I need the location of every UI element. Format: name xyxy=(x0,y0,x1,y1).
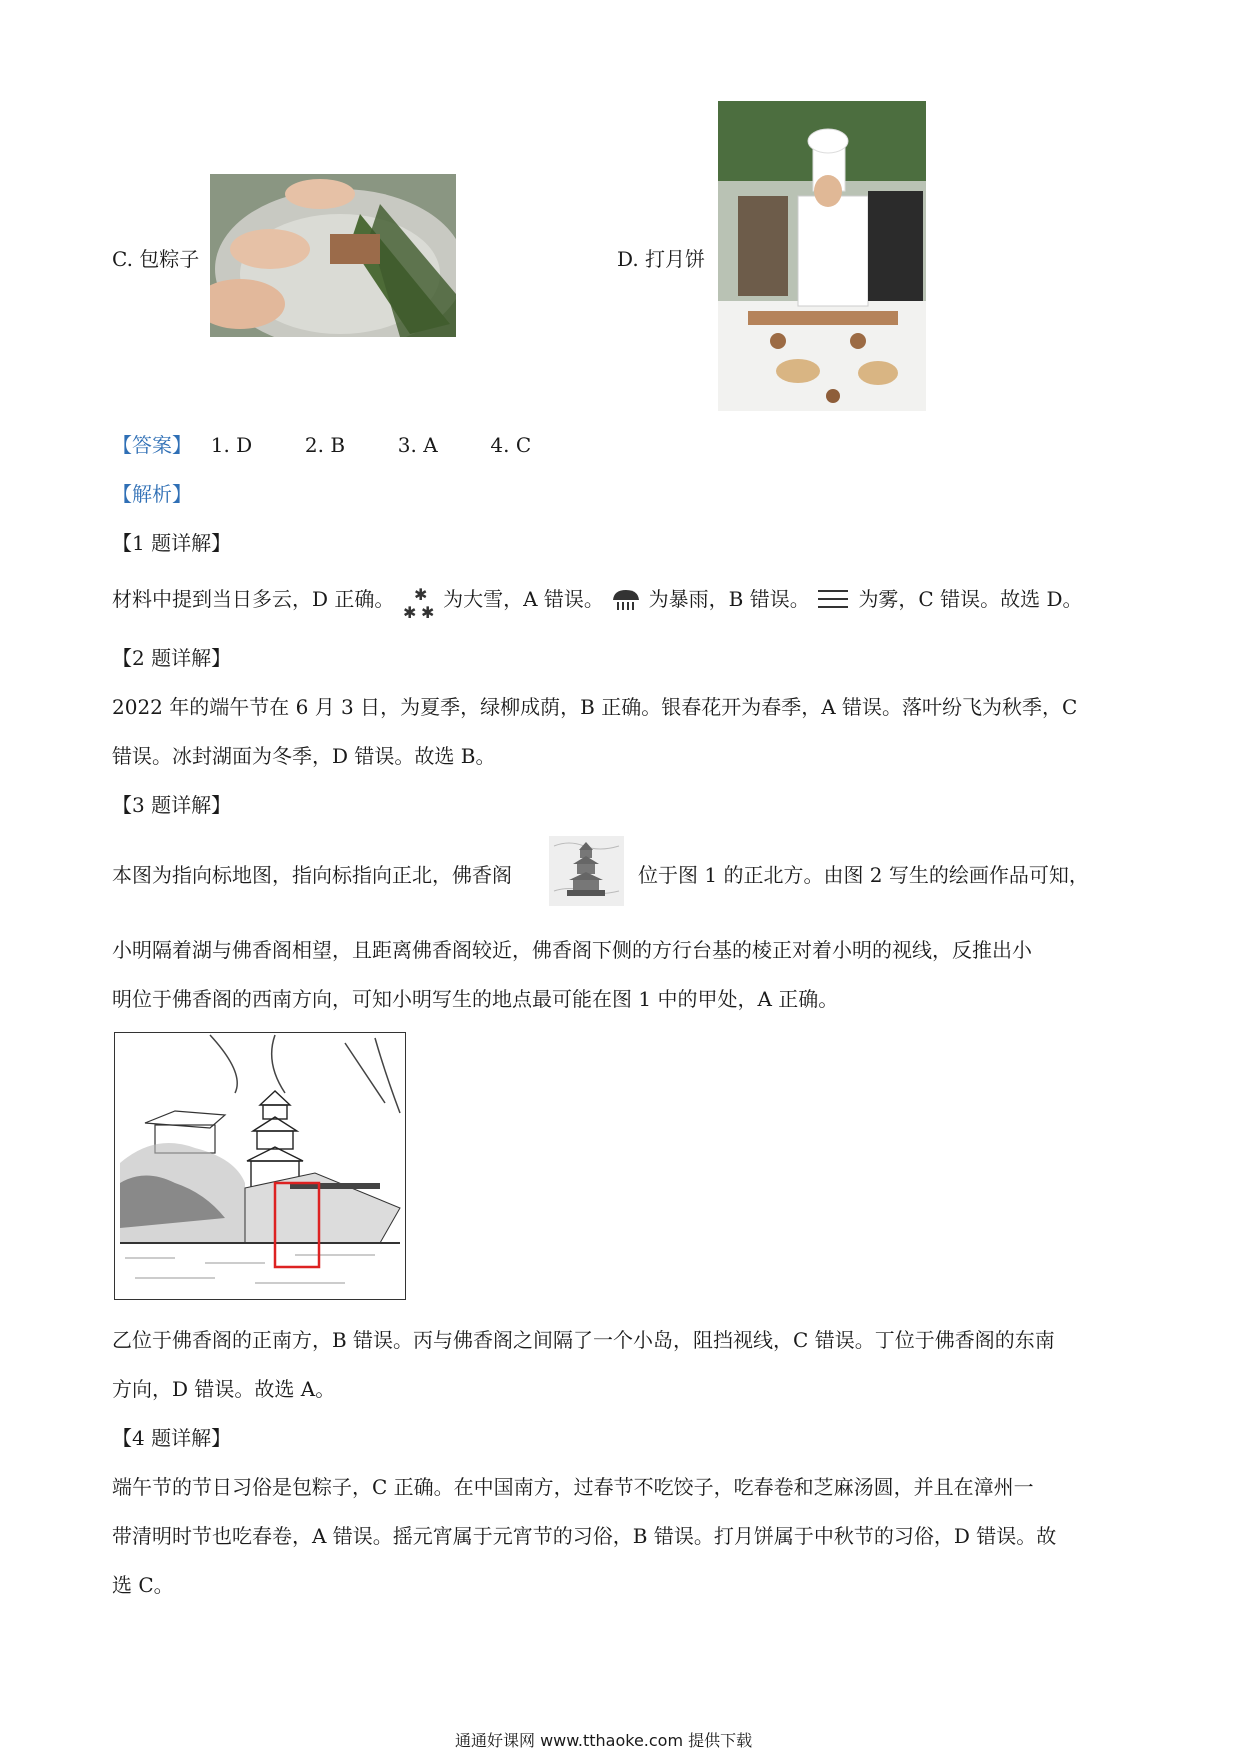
svg-text:✱: ✱ xyxy=(402,602,417,620)
summer-palace-sketch xyxy=(114,1032,406,1300)
answer-item-2: 2. B xyxy=(304,433,346,457)
q4-line-2: 带清明时节也吃春卷，A 错误。摇元宵属于元宵节的习俗，B 错误。打月饼属于中秋节的习俗，D 错误。故 xyxy=(112,1524,1057,1548)
answer-line xyxy=(112,430,531,460)
q3-line-5: 方向，D 错误。故选 A。 xyxy=(112,1377,336,1401)
q3-line-2: 小明隔着湖与佛香阁相望，且距离佛香阁较近，佛香阁下侧的方行台基的棱正对着小明的视线，反推出小 xyxy=(112,938,1032,962)
q1-part-1: 材料中提到当日多云，D 正确。 xyxy=(112,587,395,611)
q3-line-3: 明位于佛香阁的西南方向，可知小明写生的地点最可能在图 1 中的甲处，A 正确。 xyxy=(112,987,839,1011)
q1-part-3: 为暴雨，B 错误。 xyxy=(648,587,810,611)
mooncake-photo xyxy=(718,101,926,411)
q3-line-1b: 位于图 1 的正北方。由图 2 写生的绘画作品可知， xyxy=(638,863,1089,887)
q4-title: 【4 题详解】 xyxy=(112,1426,232,1450)
answer-item-3: 3. A xyxy=(397,433,438,457)
answer-label: 【答案】 xyxy=(112,433,192,457)
pagoda-icon xyxy=(549,836,624,906)
q1-part-2: 为大雪，A 错误。 xyxy=(443,587,604,611)
rainstorm-icon xyxy=(610,586,642,616)
fog-icon xyxy=(816,586,852,616)
q1-text xyxy=(112,584,1083,620)
q2-title: 【2 题详解】 xyxy=(112,646,232,670)
svg-text:✱: ✱ xyxy=(420,602,435,620)
footer-text: 通通好课网 www.tthaoke.com 提供下载 xyxy=(455,1731,753,1750)
zongzi-photo xyxy=(210,174,456,337)
answer-item-1: 1. D xyxy=(210,433,253,457)
svg-text:✱: ✱ xyxy=(413,585,428,604)
q1-part-4: 为雾，C 错误。故选 D。 xyxy=(858,587,1083,611)
q4-line-1: 端午节的节日习俗是包粽子，C 正确。在中国南方，过春节不吃饺子，吃春卷和芝麻汤圆，并且在漳州一 xyxy=(112,1475,1034,1499)
option-c-label: C. 包粽子 xyxy=(112,247,200,271)
q4-line-3: 选 C。 xyxy=(112,1573,174,1597)
q3-line-4: 乙位于佛香阁的正南方，B 错误。丙与佛香阁之间隔了一个小岛，阻挡视线，C 错误。丁位于佛香阁的东南 xyxy=(112,1328,1055,1352)
heavy-snow-icon xyxy=(401,585,437,620)
q2-line-1: 2022 年的端午节在 6 月 3 日，为夏季，绿柳成荫，B 正确。银春花开为春季，A 错误。落叶纷飞为秋季，C xyxy=(112,695,1078,719)
analysis-label: 【解析】 xyxy=(112,482,192,506)
option-d-label: D. 打月饼 xyxy=(617,247,706,271)
q3-title: 【3 题详解】 xyxy=(112,793,232,817)
q1-title: 【1 题详解】 xyxy=(112,531,232,555)
answer-item-4: 4. C xyxy=(490,433,532,457)
q2-line-2: 错误。冰封湖面为冬季，D 错误。故选 B。 xyxy=(112,744,496,768)
q3-line-1a: 本图为指向标地图，指向标指向正北，佛香阁 xyxy=(112,863,512,887)
